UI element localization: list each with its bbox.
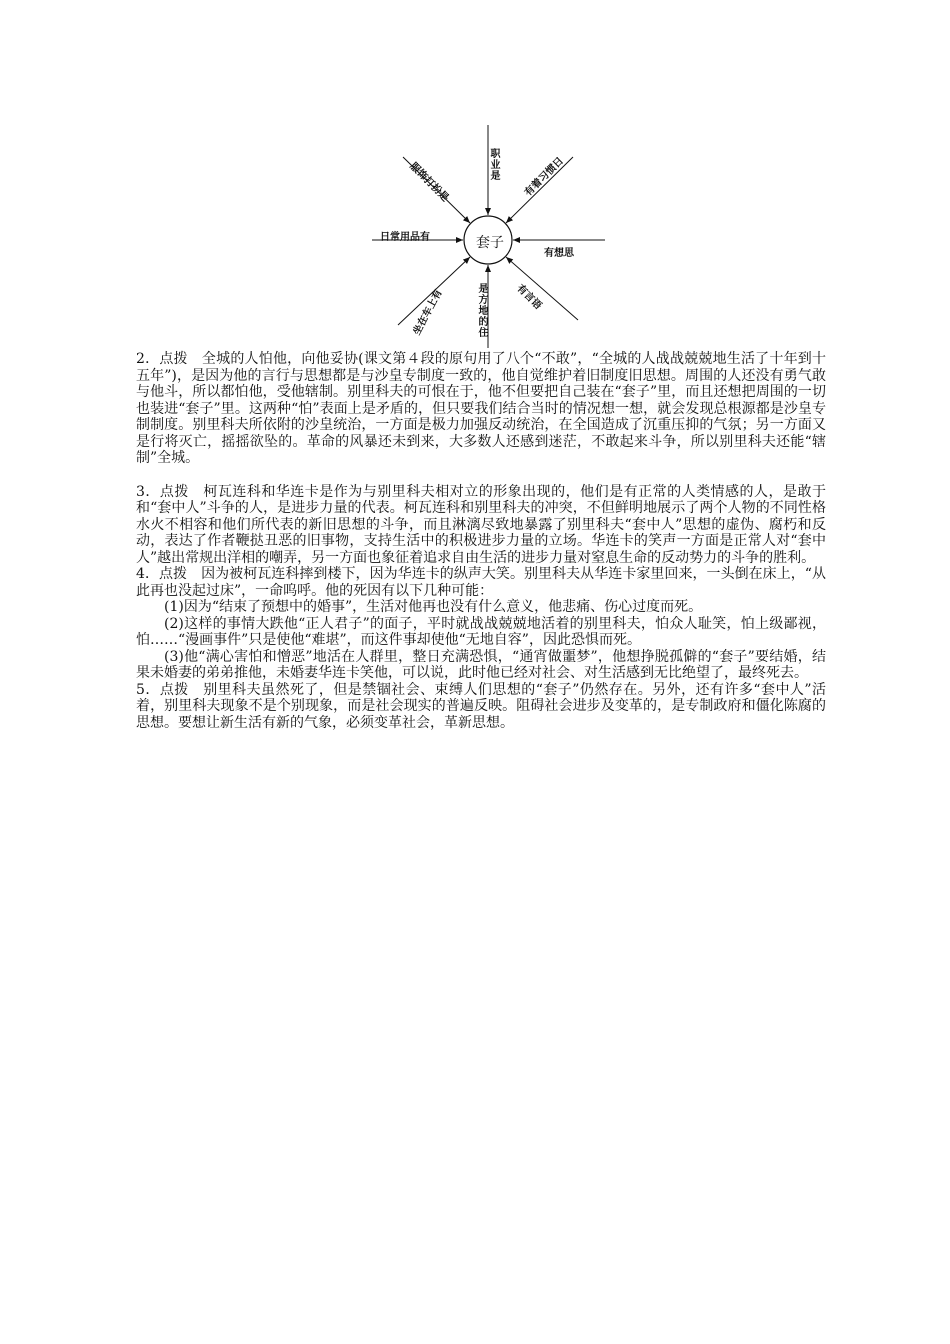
label-left: 日常用品有 (380, 232, 430, 243)
answer-text (136, 351, 826, 731)
paragraph-4: 4．点拨 因为被柯瓦连科摔到楼下，因为华连卡的纵声大笑。别里科夫从华连卡家里回来，一头倒在床上，“从此再也没起过床”，一命呜呼。他的死因有以下几种可能： (136, 566, 826, 599)
label-top-right: 有着习惯日 (522, 155, 566, 199)
paragraph-4-reason-1: (1)因为“结束了预想中的婚事”，生活对他再也没有什么意义，他悲痛、伤心过度而死。 (164, 599, 703, 615)
paragraph-4-reason-2: (2)这样的事情大跌他“正人君子”的面子，平时就战战兢兢地活着的别里科夫，怕众人耻笑，怕上级鄙视，怕……“漫画事件”只是使他“难堪”，而这件事却使他“无地自容”，因此恐惧而死。 (136, 615, 826, 648)
paragraph-5: 5．点拨 别里科夫虽然死了，但是禁锢社会、束缚人们思想的“套子”仍然存在。另外，还有许多“套中人”活着，别里科夫现象不是个别现象，而是社会现实的普遍反映。阻碍社会进步及变革的，是专制政府和僵化陈腐的思想。要想让新生活有新的气象，必须变革社会，革新思想。 (136, 681, 826, 731)
label-right: 有想思 (544, 248, 574, 259)
label-top-left: 服饰打扮是 (407, 160, 451, 204)
label-bottom-left: 坐在车上有 (411, 287, 445, 338)
paragraph-2: 2．点拨 全城的人怕他，向他妥协(课文第４段的原句用了八个“不敢”，“全城的人战战兢兢地生活了十年到十五年”)，是因为他的言行与思想都是与沙皇专制度一致的，他自觉维护着旧制度旧思想。周围的人还没有勇气敢与他斗，所以都怕他，受他辖制。别里科夫的可恨在于，他不但要把自己装在“套子”里，而且还想把周围的一切也装进“套子”里。这两种“怕”表面上是矛盾的，但只要我们结合当时的情况想一想，就会发现总根源都是沙皇专制制度。别里科夫所依附的沙皇统治，一方面是极力加强反动统治，在全国造成了沉重压抑的气氛；另一方面又是行将灭亡，摇摇欲坠的。革命的风暴还未到来，大多数人还感到迷茫，不敢起来斗争，所以别里科夫还能“辖制”全城。 (136, 351, 826, 466)
center-label: 套子 (476, 235, 504, 251)
paragraph-3: 3．点拨 柯瓦连科和华连卡是作为与别里科夫相对立的形象出现的，他们是有正常的人类情感的人，是敢于和“套中人”斗争的人，是进步力量的代表。柯瓦连科和别里科夫的冲突，不但鲜明地展示了两个人物的不同性格水火不相容和他们所代表的新旧思想的斗争，而且淋漓尽致地暴露了别里科夫“套中人”思想的虚伪、腐朽和反动，表达了作者鞭挞丑恶的旧事物，支持生活中的积极进步力量的立场。华连卡的笑声一方面是正常人对“套中人”越出常规出洋相的嘲弄，另一方面也象征着追求自由生活的进步力量对窒息生命的反动势力的斗争的胜利。 (136, 483, 826, 566)
label-top: 职业是 (488, 148, 499, 181)
paragraph-4-reason-3: (3)他“满心害怕和憎恶”地活在人群里，整日充满恐惧，“通宵做噩梦”，他想挣脱孤僻的“套子”要结婚，结果未婚妻的弟弟推他，未婚妻华连卡笑他，可以说，此时他已经对社会、对生活感到无比绝望了，最终死去。 (136, 648, 826, 681)
label-bottom-right: 有言语 (514, 282, 544, 312)
radial-diagram (360, 120, 620, 350)
label-bottom: 是方地的住 (476, 283, 487, 338)
